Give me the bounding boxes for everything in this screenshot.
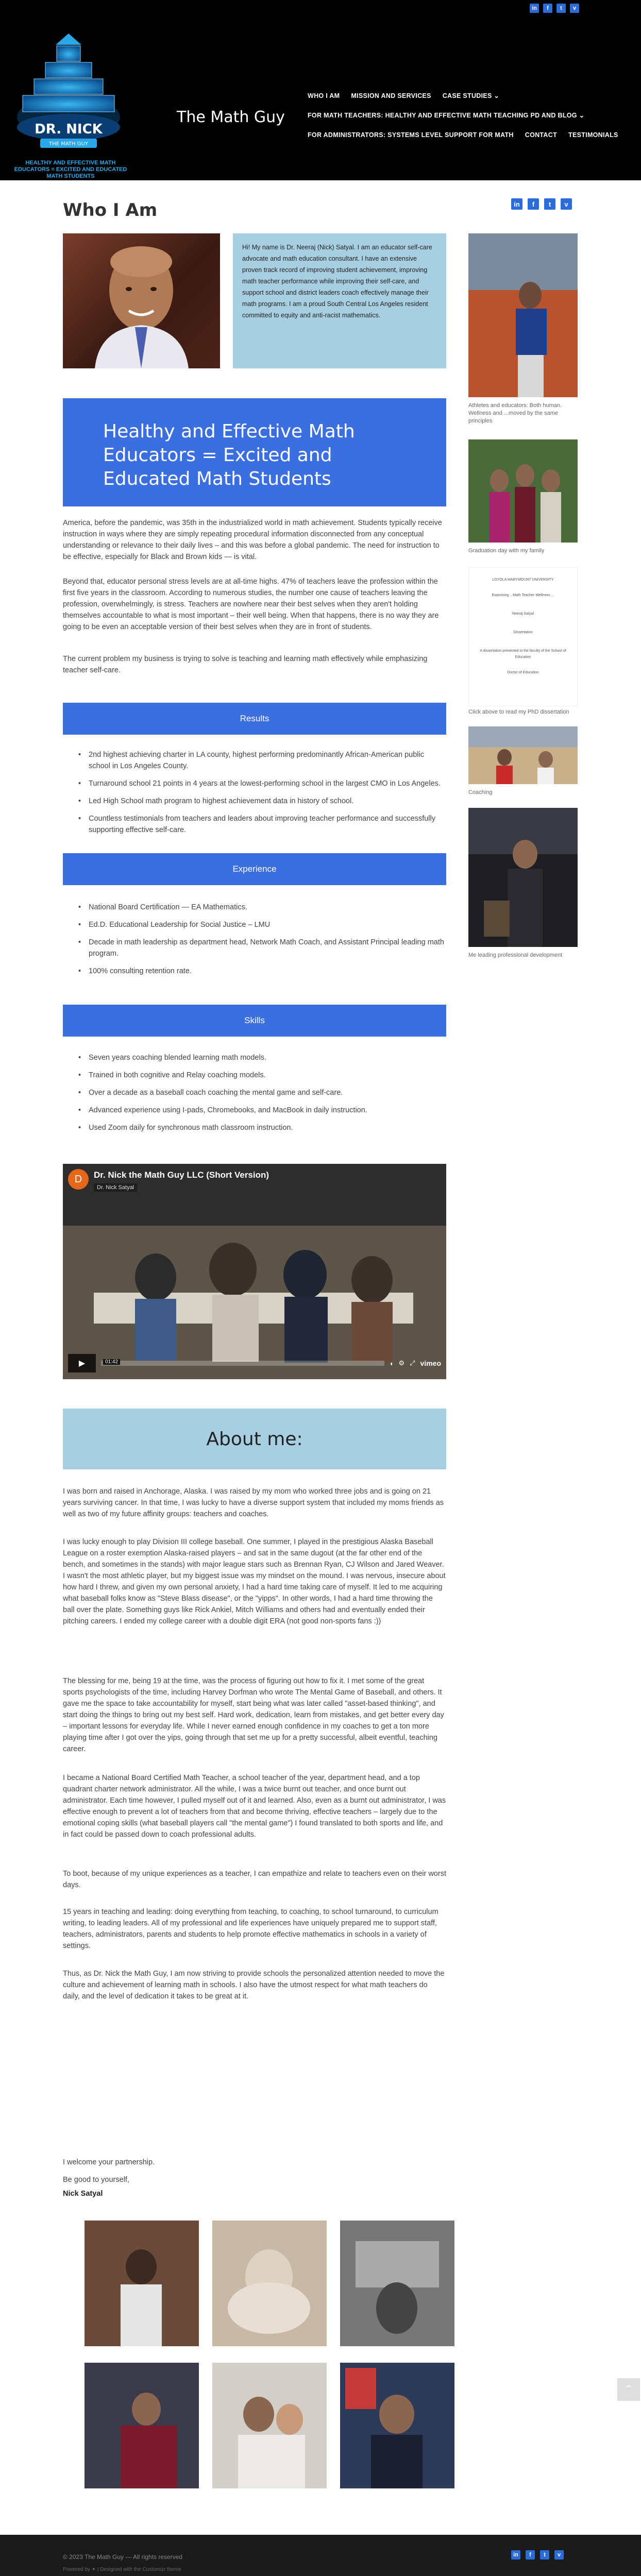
linkedin-icon[interactable]: in [511,198,522,210]
footer-credit[interactable]: Powered by ✦ | Designed with the Customizr theme [63,2567,181,2572]
settings-icon[interactable]: ⚙ [398,1359,405,1367]
about-paragraph: To boot, because of my unique experiences as a teacher, I can empathize and relate to teachers even on their worst days. [63,1870,446,1889]
signature: Nick Satyal [63,2190,103,2198]
vimeo-icon[interactable]: v [554,2550,564,2560]
about-paragraph: Be good to yourself, [63,2176,129,2184]
linkedin-icon[interactable]: in [511,2550,520,2560]
main-nav [308,89,637,147]
list-item: • National Board Certification — EA Mathematics. [63,902,446,913]
sidebar [468,233,578,959]
gallery-photo[interactable] [85,2363,199,2488]
sidebar-caption: Click above to read my PhD dissertation [468,709,569,715]
list-item: • 100% consulting retention rate. [63,965,446,977]
about-paragraph: Thus, as Dr. Nick the Math Guy, I am now striving to provide schools the personalized attention needed to move the culture and achievement of learning math in schools. I also have the utmost respect for what math teachers do daily, and the level of dedication it takes to be great at it. [63,1970,445,2001]
dissertation-cover[interactable] [468,567,578,706]
results-heading: Results [63,703,446,735]
intro-paragraph: The current problem my business is trying to solve is teaching and learning math effectively while emphasizing teacher self-care. [63,655,428,674]
facebook-icon[interactable]: f [528,198,539,210]
sidebar-photo-athlete[interactable] [468,233,578,397]
dissertation-line: Examining ...Math Teacher Wellness ... [492,594,554,597]
main-content [0,180,641,2535]
about-paragraph: I was born and raised in Anchorage, Alaska. I was raised by my mom who worked three jobs and is going on 21 years surviving cancer. In that time, I was lucky to have a diverse support system that included my moms friends as well as two of my future affinity groups: teachers and coaches. [63,1487,444,1518]
twitter-icon[interactable]: t [540,2550,549,2560]
sidebar-caption: Athletes and educators: Both human. Wellness and ...moved by the same principles [468,402,562,424]
sidebar-photo-pd[interactable] [468,808,578,947]
dissertation-line: Neeraj Satyal [512,612,534,616]
list-item: • Turnaround school 21 points in 4 years at the lowest-performing school in the largest CMO in Los Angeles. [63,778,446,789]
skills-heading: Skills [63,1005,446,1037]
footer-copyright: © 2023 The Math Guy — All rights reserved [63,2553,183,2561]
page-title: Who I Am [63,200,158,221]
vimeo-icon[interactable]: v [561,198,572,210]
about-paragraph: 15 years in teaching and leading: doing everything from teaching, to coaching, to school turnaround, to curriculum writing, to leading leaders. All of my professional and life experiences have uniquely prepared me to support staff, teachers, administrators, parents and students to help promote effective mathematics in schools in a variety of settings. [63,1908,438,1950]
video-time: 01:42 [103,1359,120,1365]
about-paragraph: The blessing for me, being 19 at the time, was the process of figuring out how to fix it. I met some of the great sports psychologists of the time, including Harvey Dorfman who wrote The Mental Game of Baseball, and others. It gave me the space to take accountability for myself, start being what was later called "asset-based thinking", and start doing the things to bring out my best self. Hard work, dedication, learn from mistakes, and get better every day – important lessons for everyday life. While I never earned enough confidence in my coaches to get a ton more playing time after I got over the yips, going through that set me up for a pretty successful, albeit eventful, teaching career. [63,1677,444,1753]
intro-paragraph: America, before the pandemic, was 35th in the industrialized world in math achievement. Students typically receive instruction in ways where they are simply repeating procedural information disconnected from any conceptual understanding or relevance to their daily lives – and this was before a global pandemic. The need for instruction to be effective, especially for Black and Brown kids — is vital. [63,519,442,561]
site-title[interactable]: The Math Guy [177,108,285,126]
experience-heading: Experience [63,853,446,885]
dissertation-line: LOYOLA MARYMOUNT UNIVERSITY [492,578,554,582]
top-social-bar [0,0,641,16]
dissertation-line: Dissertation [513,631,533,634]
list-item: • Advanced experience using I-pads, Chromebooks, and MacBook in daily instruction. [63,1105,446,1116]
svg-text:DR. NICK: DR. NICK [35,122,103,137]
sidebar-caption: Me leading professional development [468,952,563,958]
site-tagline: HEALTHY AND EFFECTIVE MATH EDUCATORS = EXCITED AND EDUCATED MATH STUDENTS [14,160,127,179]
about-paragraph: I became a National Board Certified Math Teacher, a school teacher of the year, department head, and a top quadrant charter network administrator. All the while, I was a twice burnt out teacher, and once burnt out administrator. Each time however, I pulled myself out of it and learned. Also, even as a burnt out administrator, I was effective enough to prevent a lot of teachers from that and become thriving, effective teachers – largely due to the emotional coping skills (what baseball players call "the mental game") I found translated to both sports and life, and in fact could be passed down to coach professional adults. [63,1774,446,1839]
nav-item-administrators[interactable]: FOR ADMINISTRATORS: SYSTEMS LEVEL SUPPORT FOR MATH [308,131,514,139]
svg-text:THE MATH GUY: THE MATH GUY [49,141,88,147]
list-item: • Countless testimonials from teachers and leaders about improving teacher performance and successfully supporting effective self-care. [63,813,446,836]
site-header [0,16,641,180]
intro-text-box: Hi! My name is Dr. Neeraj (Nick) Satyal. I am an educator self-care advocate and math education consultant. I have an extensive proven track record of improving student achievement, improving math teacher performance while improving their self-care, and support school and district leaders coach effectively manage their math programs. I am a proud South Central Los Angeles resident committed to equity and anti-racist mathematics. [233,233,446,368]
nav-item-who-i-am[interactable]: WHO I AM [308,92,340,99]
play-icon[interactable]: ▶ [68,1354,96,1372]
about-paragraph: I welcome your partnership. [63,2158,155,2166]
nav-item-contact[interactable]: CONTACT [525,131,558,139]
nav-item-math-teachers[interactable]: FOR MATH TEACHERS: HEALTHY AND EFFECTIVE MATH TEACHING PD AND BLOG ⌄ [308,112,585,119]
list-item: • Used Zoom daily for synchronous math classroom instruction. [63,1122,446,1133]
list-item: • Ed.D. Educational Leadership for Social Justice – LMU [63,919,446,930]
gallery-photo[interactable] [212,2221,327,2346]
list-item: • 2nd highest achieving charter in LA county, highest performing predominantly African-American public school in Los Angeles County. [63,749,446,772]
twitter-icon[interactable]: t [544,198,555,210]
dissertation-line: Doctor of Education [507,671,539,674]
skills-list [63,1052,446,1140]
gallery-photo[interactable] [212,2363,327,2488]
dissertation-line: A dissertation presented to the faculty of the School of Education [480,649,566,659]
site-logo[interactable] [14,24,123,176]
portrait-photo [63,233,220,368]
site-footer [0,2535,641,2576]
mission-banner: Healthy and Effective Math Educators = Excited and Educated Math Students [63,398,446,506]
sidebar-photo-coaching[interactable] [468,726,578,784]
linkedin-icon[interactable]: in [530,4,539,13]
list-item: • Decade in math leadership as department head, Network Math Coach, and Assistant Principal leading math program. [63,937,446,959]
scroll-to-top-button[interactable]: ⌃ [617,2378,640,2401]
nav-item-testimonials[interactable]: TESTIMONIALS [568,131,618,139]
about-heading: About me: [63,1409,446,1469]
sidebar-caption: Graduation day with my family [468,548,545,554]
video-progress[interactable] [101,1361,384,1366]
experience-list [63,902,446,983]
video-title[interactable]: Dr. Nick the Math Guy LLC (Short Version) [94,1170,269,1180]
fullscreen-icon[interactable]: ⤢ [410,1359,415,1367]
video-controls [68,1353,441,1373]
gallery-photo[interactable] [340,2221,454,2346]
sidebar-photo-graduation[interactable] [468,439,578,543]
video-player[interactable] [63,1164,446,1379]
list-item: • Led High School math program to highest achievement data in history of school. [63,795,446,807]
channel-avatar[interactable]: D [68,1169,89,1190]
video-byline[interactable]: Dr. Nick Satyal [94,1183,137,1192]
sidebar-caption: Coaching [468,789,493,795]
results-list [63,749,446,842]
intro-paragraph: Beyond that, educator personal stress levels are at all-time highs. 47% of teachers leave the profession within the first five years in the classroom. According to numerous studies, the number one cause of teachers leaving the profession, overwhelmingly, is stress. Teachers are nowhere near their best selves when they aren't holding themselves accountable to what is most important – their well being. When that happens, there is no way they are going to be even an acceptable version of their best selves when they are in front of students. [63,578,439,631]
list-item: • Trained in both cognitive and Relay coaching models. [63,1070,446,1081]
vimeo-icon[interactable]: v [570,4,579,13]
list-item: • Over a decade as a baseball coach coaching the mental game and self-care. [63,1087,446,1098]
list-item: • Seven years coaching blended learning math models. [63,1052,446,1063]
share-buttons [511,198,572,210]
nav-item-case-studies[interactable]: CASE STUDIES ⌄ [442,92,500,99]
gallery-photo[interactable] [340,2363,454,2488]
gallery-photo[interactable] [85,2221,199,2346]
volume-icon[interactable]: ◖ [389,1359,394,1367]
facebook-icon[interactable]: f [543,4,552,13]
nav-item-mission[interactable]: MISSION AND SERVICES [351,92,431,99]
about-paragraph: I was lucky enough to play Division III college baseball. One summer, I played in the prestigious Alaska Baseball League on a roster exemption Alaska-raised players – and sat in the same dugout (at the far other end of the bench, and sometimes in the stands) with major league stars such as Brennan Ryan, CJ Wilson and Jared Weaver. I wasn't the most athletic player, but my biggest issue was my mindset on the mound. I was nervous, insecure about how hard I threw, and given my own personal anxiety, I had a hard time taking care of myself. It led to me acquiring what baseball folks know as "Steve Blass disease", or the "yipps". In other words, I had a hard time throwing the ball over the plate. Something guys like Rick Ankiel, Mitch Williams and others had and eventually ended their pitching careers. I ended my college career with a double digit ERA (not good non-sports fans :)) [63,1538,446,1625]
facebook-icon[interactable]: f [526,2550,535,2560]
footer-social [511,2550,564,2560]
vimeo-logo[interactable]: vimeo [420,1359,441,1367]
twitter-icon[interactable]: t [556,4,566,13]
